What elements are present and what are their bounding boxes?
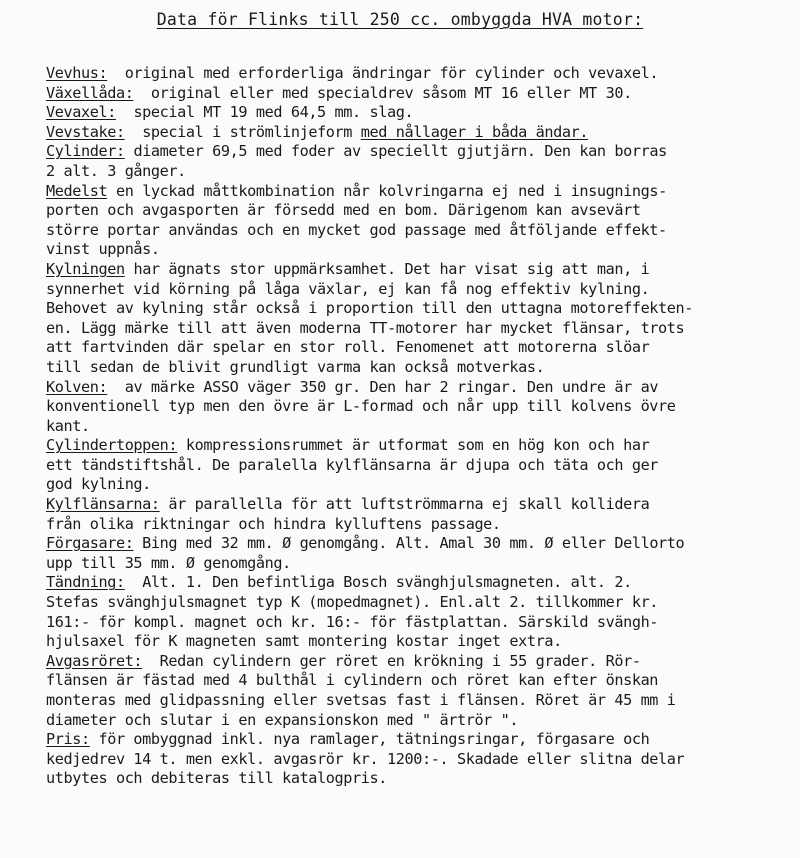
text-line xyxy=(46,142,786,162)
text-line xyxy=(46,103,786,123)
line-text: en. Lägg märke till att även moderna TT-motorer har mycket flänsar, trots xyxy=(46,318,685,337)
line-text: har ägnats stor uppmärksamhet. Det har visat sig att man, i xyxy=(124,259,650,278)
section-label: Kylningen xyxy=(46,259,125,278)
text-line xyxy=(46,358,786,378)
line-text: Alt. 1. Den befintliga Bosch svänghjulsmagneten. alt. 2. xyxy=(124,573,632,592)
text-line xyxy=(46,280,786,300)
line-text: Stefas svänghjulsmagnet typ K (mopedmagnet). Enl.alt 2. tillkommer kr. xyxy=(46,593,659,612)
line-text: Redan cylindern ger röret en krökning i 55 grader. Rör- xyxy=(142,651,641,670)
section-label: Cylinder: xyxy=(46,142,125,161)
line-text: Bing med 32 mm. Ø genomgång. Alt. Amal 30 mm. Ø eller Dellorto xyxy=(133,534,685,553)
text-line xyxy=(46,613,786,633)
text-line xyxy=(46,652,786,672)
section-label: Pris: xyxy=(46,730,90,749)
line-text: en lyckad måttkombination når kolvringarna ej ned i insugnings- xyxy=(107,181,667,200)
section-label: Kylflänsarna: xyxy=(46,495,160,514)
line-text: special MT 19 med 64,5 mm. slag. xyxy=(115,103,414,122)
text-line xyxy=(46,201,786,221)
line-text: hjulsaxel för K magneten samt montering kostar inget extra. xyxy=(46,632,562,651)
line-text: är parallella för att luftströmmarna ej skall kollidera xyxy=(159,495,650,514)
line-text: av märke ASSO väger 350 gr. Den har 2 ringar. Den undre är av xyxy=(107,377,659,396)
text-line xyxy=(46,378,786,398)
line-text: större portar användas och en mycket god passage med åtföljande effekt- xyxy=(46,220,667,239)
text-line xyxy=(46,319,786,339)
line-text: diameter och slutar i en expansionskon med " ärtrör ". xyxy=(46,710,519,729)
text-line xyxy=(46,417,786,437)
section-label: Cylindertoppen: xyxy=(46,436,178,455)
line-text: för ombyggnad inkl. nya ramlager, tätningsringar, förgasare och xyxy=(89,730,650,749)
title-text: Data för Flinks till 250 cc. ombyggda HVA motor: xyxy=(156,10,644,29)
text-line xyxy=(46,338,786,358)
text-line xyxy=(46,64,786,84)
text-line xyxy=(46,593,786,613)
text-line xyxy=(46,691,786,711)
text-line xyxy=(46,397,786,417)
line-text: till sedan de blivit grundligt varma kan också motverkas. xyxy=(46,357,545,376)
line-text: att fartvinden där spelar en stor roll. Fenomenet att motorerna slöar xyxy=(46,338,650,357)
section-label: Tändning: xyxy=(46,573,125,592)
text-line xyxy=(46,221,786,241)
text-line xyxy=(46,632,786,652)
underlined-text: med nållager i båda ändar. xyxy=(360,122,589,141)
line-text: kedjedrev 14 t. men exkl. avgasrör kr. 1200:-. Skadade eller slitna delar xyxy=(46,749,685,768)
section-label: Vevstake: xyxy=(46,122,125,141)
line-text: utbytes och debiteras till katalogpris. xyxy=(46,769,388,788)
line-text: original med erforderliga ändringar för cylinder och vevaxel. xyxy=(107,64,659,82)
section-label: Växellåda: xyxy=(46,83,134,102)
section-label: Vevaxel: xyxy=(46,103,116,122)
section-label: Avgasröret: xyxy=(46,651,143,670)
section-label: Förgasare: xyxy=(46,534,134,553)
page-title xyxy=(0,10,800,29)
text-line xyxy=(46,84,786,104)
line-text: konventionell typ men den övre är L-formad och når upp till kolvens övre xyxy=(46,397,676,416)
text-line xyxy=(46,750,786,770)
document-body xyxy=(46,64,786,789)
line-text: special i strömlinjeform xyxy=(124,122,361,141)
line-text: original eller med specialdrev såsom MT 16 eller MT 30. xyxy=(133,83,632,102)
text-line xyxy=(46,711,786,731)
text-line xyxy=(46,299,786,319)
section-label: Kolven: xyxy=(46,377,108,396)
line-text: flänsen är fästad med 4 bulthål i cylindern och röret kan efter önskan xyxy=(46,671,659,690)
line-text: kompressionsrummet är utformat som en hög kon och har xyxy=(177,436,650,455)
line-text: 161:- för kompl. magnet och kr. 16:- för fästplattan. Särskild svängh- xyxy=(46,612,659,631)
line-text: upp till 35 mm. Ø genomgång. xyxy=(46,553,291,572)
text-line xyxy=(46,515,786,535)
line-text: synnerhet vid körning på låga växlar, ej kan få nog effektiv kylning. xyxy=(46,279,650,298)
text-line xyxy=(46,240,786,260)
line-text: Behovet av kylning står också i proportion till den uttagna motoreffekten- xyxy=(46,299,694,318)
text-line xyxy=(46,456,786,476)
text-line xyxy=(46,534,786,554)
text-line xyxy=(46,573,786,593)
section-label: Vevhus: xyxy=(46,64,108,82)
text-line xyxy=(46,769,786,789)
line-text: monteras med glidpassning eller svetsas fast i flänsen. Röret är 45 mm i xyxy=(46,691,676,709)
text-line xyxy=(46,182,786,202)
text-line xyxy=(46,260,786,280)
text-line xyxy=(46,162,786,182)
text-line xyxy=(46,730,786,750)
line-text: från olika riktningar och hindra kylluftens passage. xyxy=(46,514,501,533)
text-line xyxy=(46,554,786,574)
text-line xyxy=(46,475,786,495)
section-label: Medelst xyxy=(46,181,108,200)
line-text: vinst uppnås. xyxy=(46,240,160,259)
text-line xyxy=(46,671,786,691)
line-text: god kylning. xyxy=(46,475,151,494)
line-text: kant. xyxy=(46,416,90,435)
line-text: 2 alt. 3 gånger. xyxy=(46,161,186,180)
text-line xyxy=(46,436,786,456)
text-line xyxy=(46,123,786,143)
text-line xyxy=(46,495,786,515)
line-text: ett tändstiftshål. De paralella kylflänsarna är djupa och täta och ger xyxy=(46,455,659,474)
line-text: porten och avgasporten är försedd med en bom. Därigenom kan avsevärt xyxy=(46,201,641,220)
line-text: diameter 69,5 med foder av speciellt gjutjärn. Den kan borras xyxy=(124,142,667,161)
